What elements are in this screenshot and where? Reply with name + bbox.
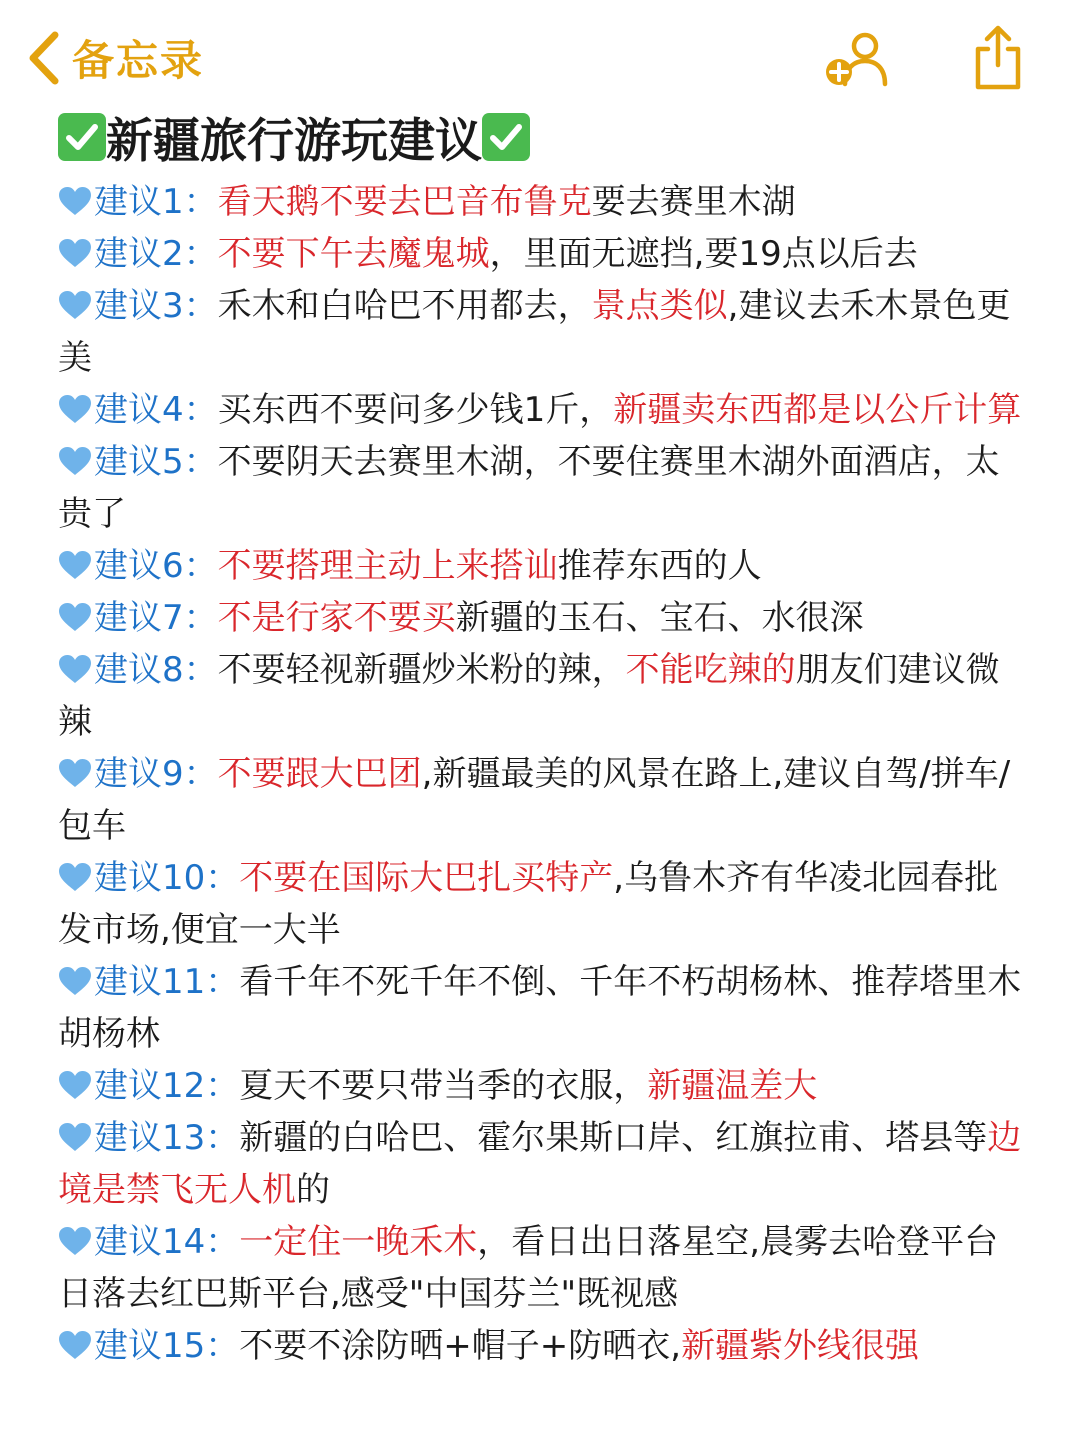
tip-highlight: 不要跟大巴团	[217, 754, 422, 794]
tip-item	[58, 1112, 1028, 1216]
tip-label: 建议13：	[94, 1118, 240, 1158]
blue-heart-icon	[58, 595, 92, 625]
tip-label: 建议10：	[94, 858, 240, 898]
tip-text: ,建议去禾木景色更美	[58, 286, 1011, 378]
tip-highlight: 不要搭理主动上来搭讪	[217, 546, 558, 586]
tip-label: 建议3：	[94, 286, 218, 326]
blue-heart-icon	[58, 283, 92, 313]
tip-item	[58, 228, 1028, 280]
blue-heart-icon	[58, 231, 92, 261]
tip-label: 建议8：	[94, 650, 218, 690]
blue-heart-icon	[58, 387, 92, 417]
tip-highlight: 看天鹅不要去巴音布鲁克	[217, 182, 592, 222]
tip-item	[58, 1060, 1028, 1112]
tip-highlight: 新疆温差大	[647, 1066, 818, 1106]
check-mark-icon	[58, 113, 106, 161]
tip-highlight: 边境是禁飞无人机	[58, 1118, 1022, 1210]
tip-text: 买东西不要问多少钱1斤，	[217, 390, 614, 430]
tip-label: 建议1：	[94, 182, 218, 222]
tip-highlight: 新疆卖东西都是以公斤计算	[613, 390, 1022, 430]
note-title[interactable]	[58, 104, 530, 170]
tip-text: 不要阴天去赛里木湖，不要住赛里木湖外面酒店，太贵了	[58, 442, 1000, 534]
chevron-left-icon	[26, 30, 62, 86]
note-body[interactable]	[58, 176, 1028, 1372]
blue-heart-icon	[58, 647, 92, 677]
tip-label: 建议7：	[94, 598, 218, 638]
tip-item	[58, 280, 1028, 384]
blue-heart-icon	[58, 1063, 92, 1093]
tip-item	[58, 436, 1028, 540]
tip-item	[58, 592, 1028, 644]
tip-label: 建议6：	[94, 546, 218, 586]
tip-label: 建议2：	[94, 234, 218, 274]
tip-highlight: 不能吃辣的	[625, 650, 796, 690]
tip-item	[58, 176, 1028, 228]
share-icon	[968, 25, 1028, 95]
tip-item	[58, 644, 1028, 748]
tip-label: 建议4：	[94, 390, 218, 430]
tip-text: ,新疆最美的风景在路上,建议自驾/拼车/包车	[58, 754, 1011, 846]
blue-heart-icon	[58, 855, 92, 885]
blue-heart-icon	[58, 543, 92, 573]
tip-text: 的	[296, 1170, 330, 1210]
tip-text: 禾木和白哈巴不用都去，	[217, 286, 592, 326]
tip-item	[58, 956, 1028, 1060]
check-mark-icon	[482, 113, 530, 161]
tip-highlight: 不要在国际大巴扎买特产	[239, 858, 614, 898]
tip-highlight: 不要下午去魔鬼城	[217, 234, 490, 274]
tip-item	[58, 852, 1028, 956]
tip-text: 新疆的白哈巴、霍尔果斯口岸、红旗拉甫、塔县等	[239, 1118, 988, 1158]
back-button[interactable]	[26, 26, 204, 90]
top-bar	[0, 0, 1080, 112]
blue-heart-icon	[58, 1323, 92, 1353]
tip-item	[58, 540, 1028, 592]
back-label: 备忘录	[72, 36, 205, 85]
tip-label: 建议5：	[94, 442, 218, 482]
blue-heart-icon	[58, 179, 92, 209]
tip-label: 建议12：	[94, 1066, 240, 1106]
tip-text: 看千年不死千年不倒、千年不朽胡杨林、推荐塔里木胡杨林	[58, 962, 1022, 1054]
tip-label: 建议9：	[94, 754, 218, 794]
tip-text: 夏天不要只带当季的衣服，	[239, 1066, 648, 1106]
tip-text: ，看日出日落星空,晨雾去哈登平台日落去红巴斯平台,感受"中国芬兰"既视感	[58, 1222, 999, 1314]
tip-text: ,乌鲁木齐有华凌北园春批发市场,便宜一大半	[58, 858, 999, 950]
tip-highlight: 一定住一晚禾木	[239, 1222, 478, 1262]
blue-heart-icon	[58, 1115, 92, 1145]
note-title-text: 新疆旅行游玩建议	[106, 113, 482, 169]
blue-heart-icon	[58, 1219, 92, 1249]
tip-item	[58, 748, 1028, 852]
tip-text: 新疆的玉石、宝石、水很深	[455, 598, 864, 638]
collaborate-button[interactable]	[818, 24, 898, 96]
blue-heart-icon	[58, 959, 92, 989]
tip-text: 推荐东西的人	[557, 546, 762, 586]
tip-label: 建议15：	[94, 1326, 240, 1366]
tip-highlight: 景点类似	[591, 286, 728, 326]
blue-heart-icon	[58, 751, 92, 781]
add-person-icon	[821, 26, 895, 94]
blue-heart-icon	[58, 439, 92, 469]
tip-text: 朋友们建议微辣	[58, 650, 1000, 742]
tip-text: ，里面无遮挡,要19点以后去	[489, 234, 918, 274]
tip-item	[58, 1216, 1028, 1320]
share-button[interactable]	[958, 24, 1038, 96]
tip-label: 建议14：	[94, 1222, 240, 1262]
tip-text: 不要轻视新疆炒米粉的辣，	[217, 650, 626, 690]
tip-label: 建议11：	[94, 962, 240, 1002]
tip-item	[58, 384, 1028, 436]
tip-highlight: 新疆紫外线很强	[681, 1326, 920, 1366]
tip-highlight: 不是行家不要买	[217, 598, 456, 638]
tip-item	[58, 1320, 1028, 1372]
tip-text: 要去赛里木湖	[591, 182, 796, 222]
tip-text: 不要不涂防晒+帽子+防晒衣,	[239, 1326, 682, 1366]
